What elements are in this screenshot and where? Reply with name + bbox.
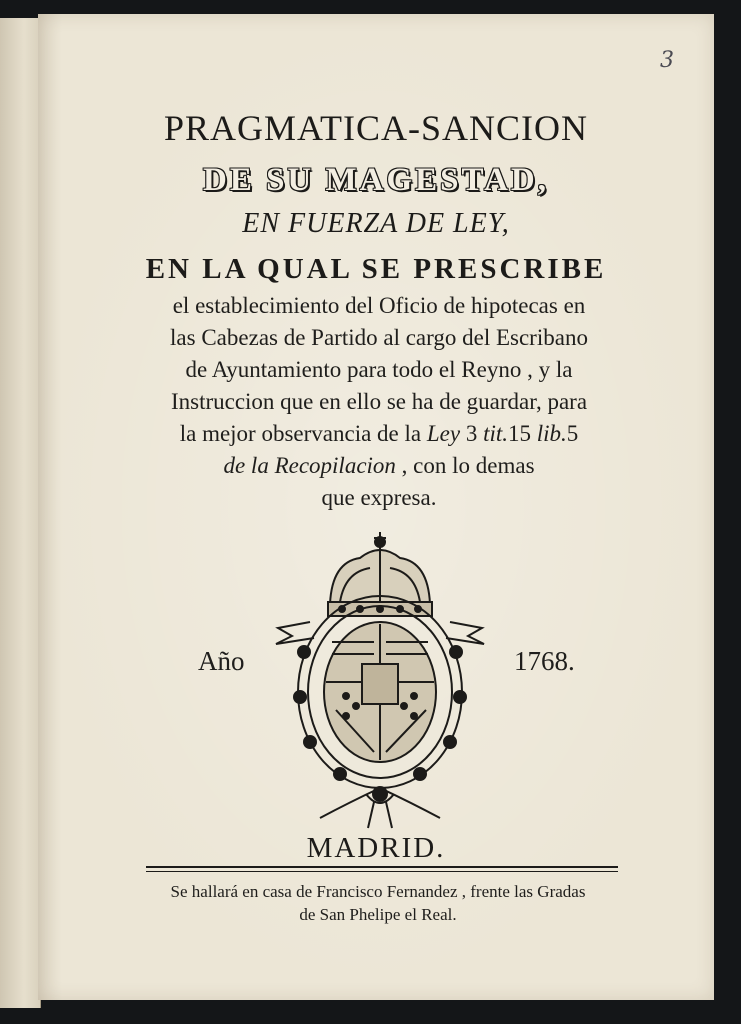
lib-abbrev: lib. — [536, 421, 567, 446]
ley-abbrev: Ley — [426, 421, 461, 446]
facing-page-edge — [0, 18, 41, 1008]
title-line-2: DE SU MAGESTAD, — [202, 162, 549, 198]
title-line-4: EN LA QUAL SE PRESCRIBE — [145, 253, 607, 285]
description-line-3: de Ayuntamiento para todo el Reyno , y la — [185, 357, 573, 382]
imprint-line-2: de San Phelipe el Real. — [299, 905, 457, 924]
recopilacion-ref: de la Recopilacion — [223, 453, 396, 478]
ley-number: 3 — [465, 421, 478, 446]
tit-number: 15 — [508, 421, 531, 446]
title-page — [38, 14, 714, 1000]
text-segment: , con lo demas — [401, 453, 535, 478]
description-line-1: el establecimiento del Oficio de hipotecas en — [172, 293, 586, 318]
tit-abbrev: tit. — [483, 421, 508, 446]
description-line-2: las Cabezas de Partido al cargo del Escribano — [170, 325, 588, 350]
title-description — [134, 290, 624, 514]
folio-number: 3 — [660, 48, 674, 73]
description-line-5 — [134, 418, 624, 450]
lib-number: 5 — [566, 421, 579, 446]
imprint-place: MADRID. — [306, 832, 446, 864]
imprint-note — [98, 880, 658, 926]
description-line-6 — [134, 450, 624, 482]
imprint-line-1: Se hallará en casa de Francisco Fernandez , frente las Gradas — [170, 882, 586, 901]
description-line-7: que expresa. — [321, 485, 437, 510]
divider-rule — [146, 866, 618, 868]
description-line-4: Instruccion que en ello se ha de guardar, para — [170, 389, 588, 414]
title-line-1: PRAGMATICA-SANCION — [163, 108, 589, 148]
royal-coat-of-arms-icon — [270, 532, 490, 832]
divider-rule-thin — [146, 871, 618, 872]
year-label: Año — [198, 646, 245, 676]
text-segment: la mejor observancia de la — [179, 421, 422, 446]
year-value: 1768. — [514, 646, 575, 676]
title-line-3: EN FUERZA DE LEY, — [242, 208, 510, 239]
